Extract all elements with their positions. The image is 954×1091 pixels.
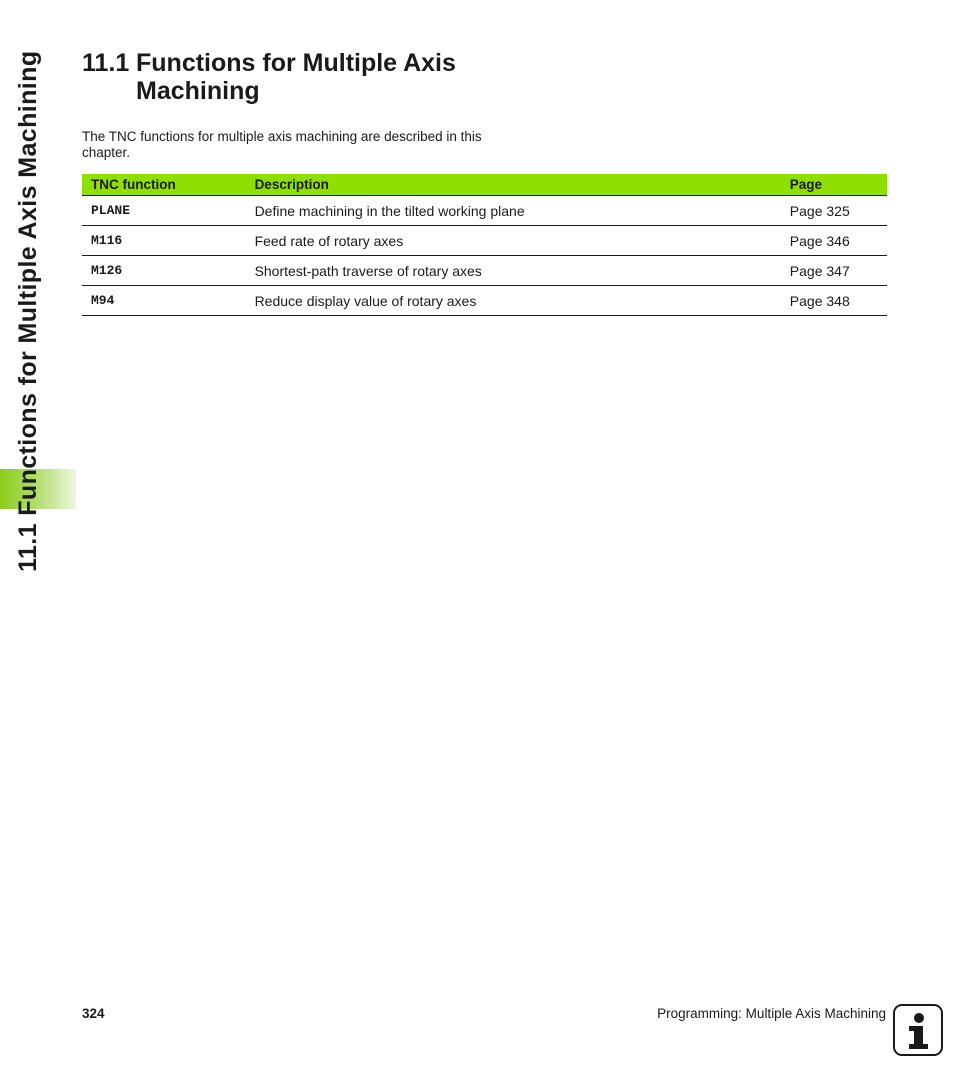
page-reference[interactable]: Page 348 [781,286,887,316]
table-row [82,196,887,226]
function-code: M94 [82,286,246,316]
section-title-line2: Machining [136,77,260,105]
function-description: Reduce display value of rotary axes [246,286,781,316]
function-description: Shortest-path traverse of rotary axes [246,256,781,286]
page-reference[interactable]: Page 325 [781,196,887,226]
table-row [82,226,887,256]
page-reference[interactable]: Page 347 [781,256,887,286]
page-title [82,49,456,105]
function-table [82,174,887,316]
section-number: 11.1 [82,49,130,77]
column-header-description: Description [246,174,781,196]
info-icon-glyph [895,1006,941,1054]
page-reference[interactable]: Page 346 [781,226,887,256]
function-code: M116 [82,226,246,256]
info-icon [893,1004,943,1056]
function-code: PLANE [82,196,246,226]
table-row [82,256,887,286]
function-code: M126 [82,256,246,286]
page-number: 324 [82,1006,105,1021]
table-header-row [82,174,887,196]
manual-title: Programming: Multiple Axis Machining [657,1006,886,1021]
table-row [82,286,887,316]
function-description: Define machining in the tilted working plane [246,196,781,226]
function-description: Feed rate of rotary axes [246,226,781,256]
column-header-function: TNC function [82,174,246,196]
column-header-page: Page [781,174,887,196]
section-title-line1: Functions for Multiple Axis [136,49,456,77]
intro-paragraph: The TNC functions for multiple axis machining are described in this chapter. [82,129,482,160]
running-header-text: 11.1 Functions for Multiple Axis Machining [14,50,42,572]
